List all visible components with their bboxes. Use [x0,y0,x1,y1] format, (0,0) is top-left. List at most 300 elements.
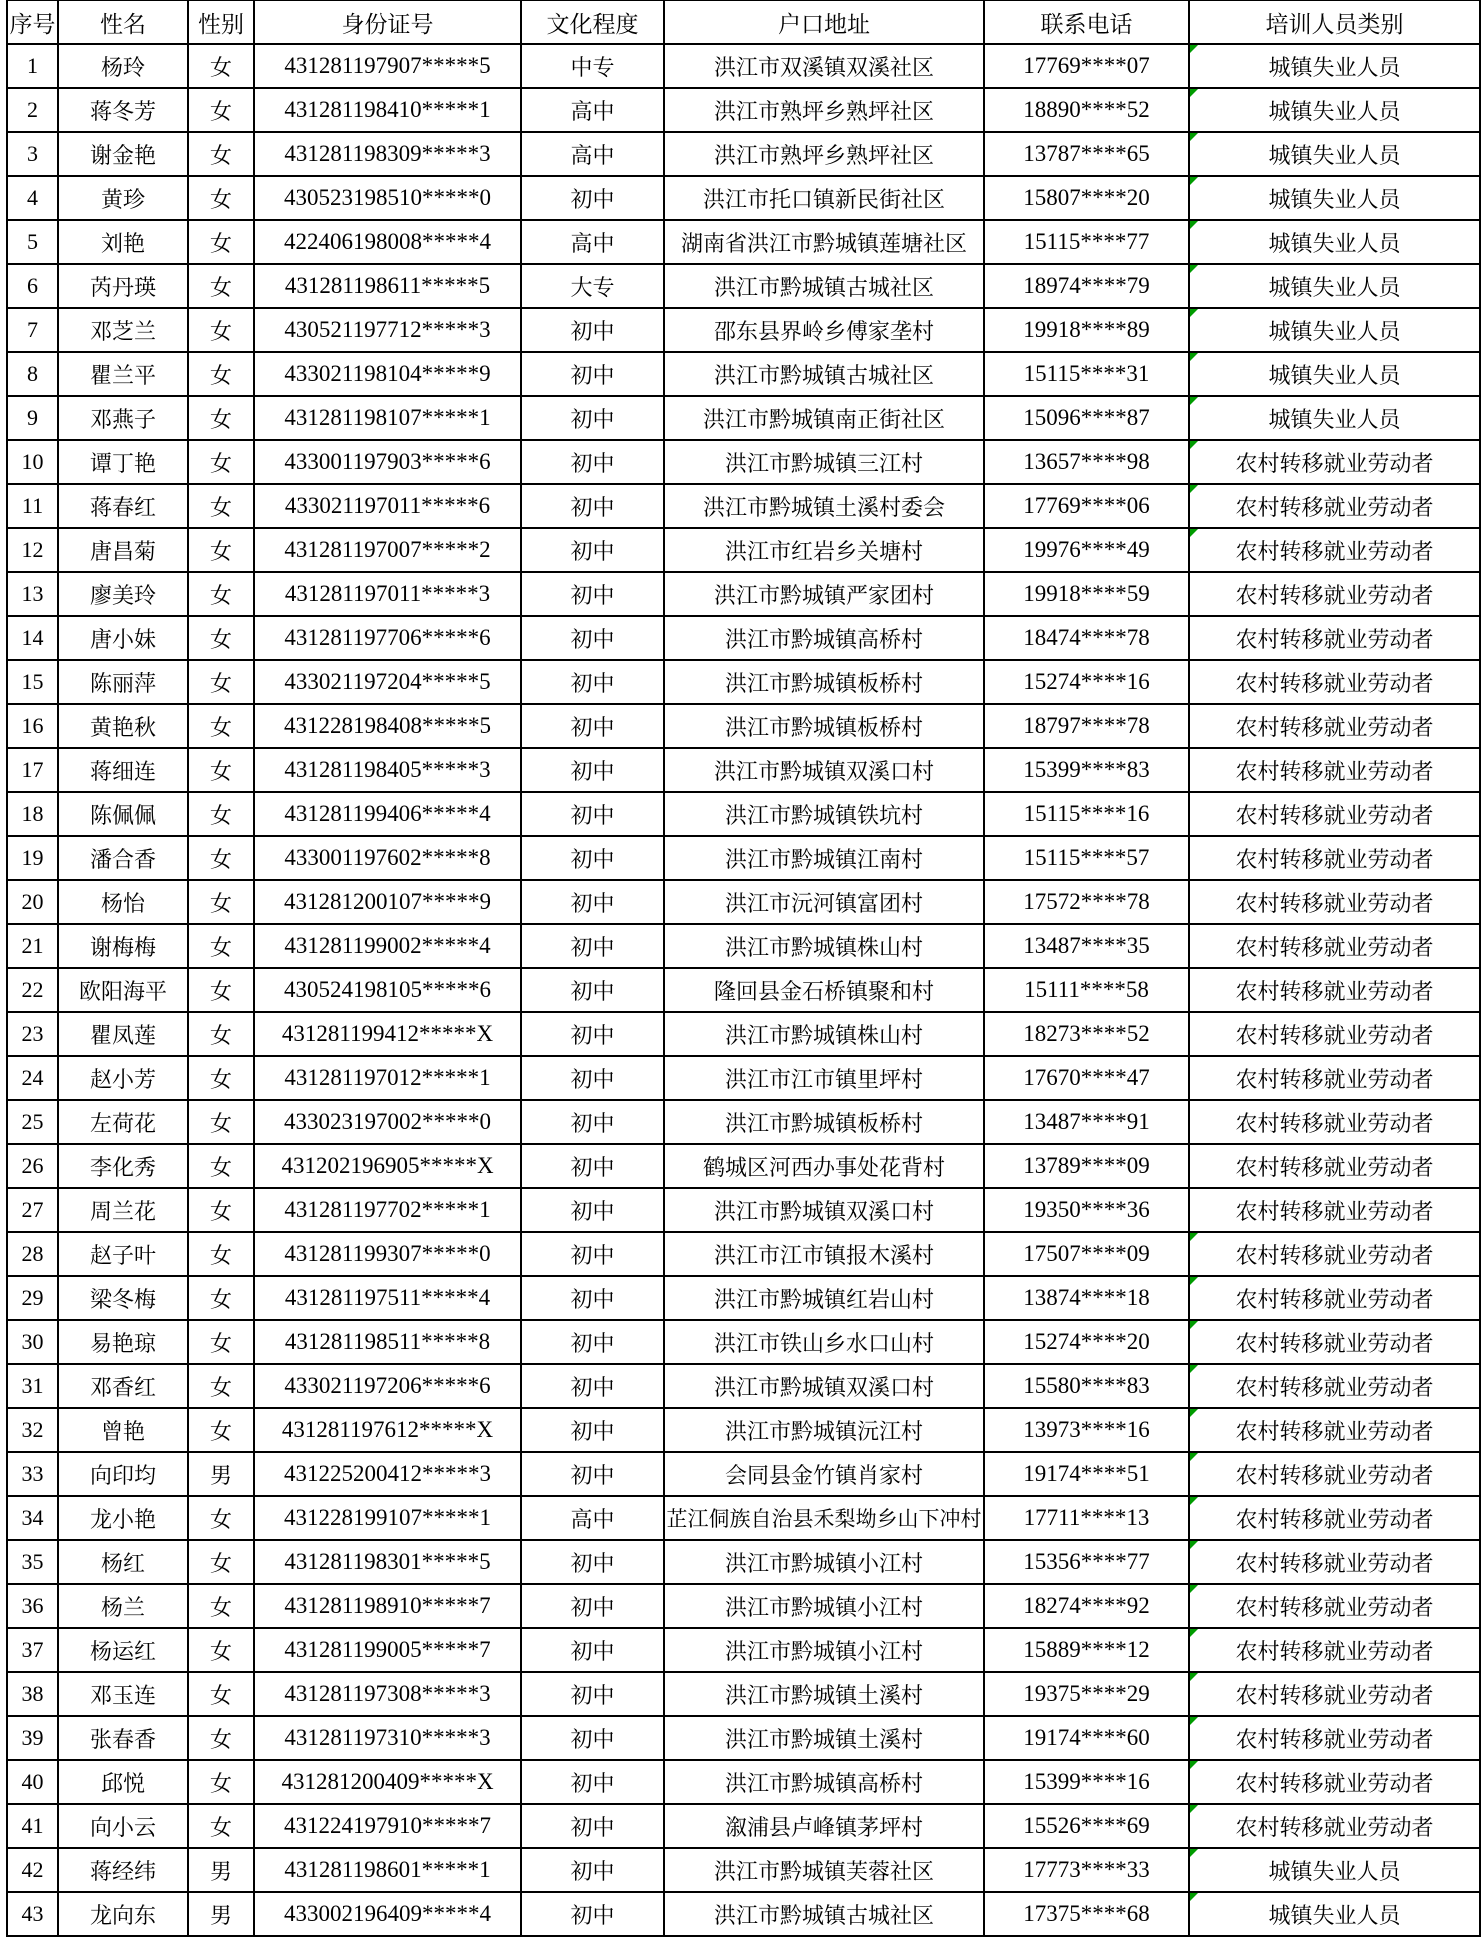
cell-phone[interactable] [984,572,1189,616]
cell-address[interactable] [664,1672,984,1716]
cell-category[interactable] [1189,264,1480,308]
column-header-education[interactable]: 文化程度 [521,0,664,44]
cell-education[interactable] [521,1232,664,1276]
cell-id_number[interactable] [254,1232,521,1276]
cell-no[interactable] [7,1232,58,1276]
cell-category[interactable] [1189,1892,1480,1936]
cell-education[interactable] [521,1804,664,1848]
cell-address[interactable] [664,308,984,352]
cell-phone[interactable] [984,968,1189,1012]
cell-category[interactable] [1189,528,1480,572]
cell-address[interactable] [664,616,984,660]
cell-id_number[interactable] [254,792,521,836]
cell-gender[interactable] [188,836,254,880]
cell-category[interactable] [1189,1716,1480,1760]
cell-phone[interactable] [984,1276,1189,1320]
cell-education[interactable] [521,308,664,352]
cell-no[interactable] [7,440,58,484]
cell-phone[interactable] [984,308,1189,352]
cell-gender[interactable] [188,220,254,264]
cell-category[interactable] [1189,1628,1480,1672]
cell-category[interactable] [1189,572,1480,616]
cell-gender[interactable] [188,1716,254,1760]
cell-id_number[interactable] [254,1012,521,1056]
cell-name[interactable] [58,484,188,528]
cell-gender[interactable] [188,1408,254,1452]
cell-category[interactable] [1189,968,1480,1012]
cell-no[interactable] [7,1540,58,1584]
cell-id_number[interactable] [254,1056,521,1100]
cell-name[interactable] [58,308,188,352]
cell-education[interactable] [521,132,664,176]
cell-address[interactable] [664,44,984,88]
cell-phone[interactable] [984,1188,1189,1232]
cell-address[interactable] [664,1144,984,1188]
cell-category[interactable] [1189,1012,1480,1056]
cell-address[interactable] [664,1716,984,1760]
cell-gender[interactable] [188,1760,254,1804]
cell-education[interactable] [521,1276,664,1320]
cell-id_number[interactable] [254,1452,521,1496]
cell-no[interactable] [7,704,58,748]
cell-gender[interactable] [188,1540,254,1584]
cell-gender[interactable] [188,880,254,924]
cell-no[interactable] [7,264,58,308]
cell-phone[interactable] [984,264,1189,308]
cell-gender[interactable] [188,264,254,308]
cell-gender[interactable] [188,44,254,88]
cell-category[interactable] [1189,616,1480,660]
cell-address[interactable] [664,924,984,968]
cell-address[interactable] [664,1540,984,1584]
cell-no[interactable] [7,792,58,836]
cell-name[interactable] [58,1804,188,1848]
cell-phone[interactable] [984,660,1189,704]
cell-name[interactable] [58,924,188,968]
cell-name[interactable] [58,616,188,660]
cell-no[interactable] [7,616,58,660]
cell-name[interactable] [58,176,188,220]
cell-address[interactable] [664,176,984,220]
cell-no[interactable] [7,572,58,616]
cell-education[interactable] [521,440,664,484]
cell-education[interactable] [521,1848,664,1892]
cell-education[interactable] [521,1056,664,1100]
cell-education[interactable] [521,1892,664,1936]
cell-address[interactable] [664,1892,984,1936]
cell-category[interactable] [1189,1408,1480,1452]
cell-name[interactable] [58,968,188,1012]
cell-name[interactable] [58,1628,188,1672]
cell-category[interactable] [1189,1584,1480,1628]
cell-address[interactable] [664,440,984,484]
cell-category[interactable] [1189,1672,1480,1716]
cell-phone[interactable] [984,88,1189,132]
cell-category[interactable] [1189,704,1480,748]
cell-name[interactable] [58,396,188,440]
cell-address[interactable] [664,1276,984,1320]
cell-category[interactable] [1189,1232,1480,1276]
cell-gender[interactable] [188,1584,254,1628]
cell-phone[interactable] [984,1452,1189,1496]
cell-address[interactable] [664,572,984,616]
cell-no[interactable] [7,1760,58,1804]
cell-name[interactable] [58,836,188,880]
cell-address[interactable] [664,792,984,836]
cell-phone[interactable] [984,1232,1189,1276]
cell-category[interactable] [1189,924,1480,968]
cell-no[interactable] [7,88,58,132]
cell-id_number[interactable] [254,176,521,220]
cell-id_number[interactable] [254,968,521,1012]
cell-education[interactable] [521,1452,664,1496]
cell-name[interactable] [58,1584,188,1628]
cell-category[interactable] [1189,1144,1480,1188]
cell-education[interactable] [521,528,664,572]
cell-id_number[interactable] [254,660,521,704]
cell-address[interactable] [664,1188,984,1232]
cell-phone[interactable] [984,1144,1189,1188]
cell-no[interactable] [7,1672,58,1716]
cell-no[interactable] [7,308,58,352]
cell-id_number[interactable] [254,308,521,352]
cell-gender[interactable] [188,440,254,484]
cell-phone[interactable] [984,704,1189,748]
cell-id_number[interactable] [254,1716,521,1760]
cell-name[interactable] [58,572,188,616]
cell-address[interactable] [664,1320,984,1364]
cell-name[interactable] [58,1452,188,1496]
cell-category[interactable] [1189,836,1480,880]
cell-phone[interactable] [984,748,1189,792]
cell-education[interactable] [521,176,664,220]
cell-name[interactable] [58,132,188,176]
cell-name[interactable] [58,1672,188,1716]
cell-no[interactable] [7,220,58,264]
cell-gender[interactable] [188,1892,254,1936]
cell-id_number[interactable] [254,1848,521,1892]
cell-phone[interactable] [984,924,1189,968]
cell-id_number[interactable] [254,264,521,308]
cell-address[interactable] [664,264,984,308]
cell-no[interactable] [7,1716,58,1760]
cell-address[interactable] [664,1760,984,1804]
cell-gender[interactable] [188,1496,254,1540]
cell-address[interactable] [664,660,984,704]
cell-address[interactable] [664,1452,984,1496]
cell-id_number[interactable] [254,1188,521,1232]
cell-phone[interactable] [984,1540,1189,1584]
cell-gender[interactable] [188,1276,254,1320]
cell-address[interactable] [664,880,984,924]
cell-no[interactable] [7,1452,58,1496]
cell-phone[interactable] [984,220,1189,264]
cell-education[interactable] [521,220,664,264]
cell-id_number[interactable] [254,220,521,264]
cell-address[interactable] [664,1804,984,1848]
cell-id_number[interactable] [254,880,521,924]
column-header-no[interactable]: 序号 [7,0,58,44]
cell-category[interactable] [1189,748,1480,792]
cell-education[interactable] [521,924,664,968]
cell-address[interactable] [664,1232,984,1276]
cell-education[interactable] [521,484,664,528]
cell-category[interactable] [1189,396,1480,440]
cell-id_number[interactable] [254,1540,521,1584]
cell-category[interactable] [1189,1804,1480,1848]
cell-address[interactable] [664,88,984,132]
cell-name[interactable] [58,792,188,836]
cell-gender[interactable] [188,1320,254,1364]
cell-category[interactable] [1189,880,1480,924]
cell-name[interactable] [58,88,188,132]
cell-education[interactable] [521,1672,664,1716]
cell-education[interactable] [521,660,664,704]
cell-phone[interactable] [984,132,1189,176]
cell-no[interactable] [7,880,58,924]
cell-phone[interactable] [984,792,1189,836]
cell-education[interactable] [521,1760,664,1804]
cell-address[interactable] [664,1408,984,1452]
cell-education[interactable] [521,1408,664,1452]
cell-address[interactable] [664,132,984,176]
cell-education[interactable] [521,1188,664,1232]
cell-id_number[interactable] [254,1496,521,1540]
cell-address[interactable] [664,1848,984,1892]
cell-education[interactable] [521,1496,664,1540]
cell-id_number[interactable] [254,1760,521,1804]
cell-phone[interactable] [984,352,1189,396]
cell-gender[interactable] [188,616,254,660]
cell-name[interactable] [58,1408,188,1452]
cell-phone[interactable] [984,1496,1189,1540]
cell-education[interactable] [521,616,664,660]
cell-address[interactable] [664,1012,984,1056]
cell-address[interactable] [664,1628,984,1672]
cell-gender[interactable] [188,1452,254,1496]
cell-gender[interactable] [188,748,254,792]
cell-education[interactable] [521,1100,664,1144]
cell-gender[interactable] [188,176,254,220]
cell-address[interactable] [664,704,984,748]
cell-address[interactable] [664,220,984,264]
cell-phone[interactable] [984,1364,1189,1408]
cell-no[interactable] [7,1056,58,1100]
cell-education[interactable] [521,1144,664,1188]
cell-phone[interactable] [984,616,1189,660]
cell-gender[interactable] [188,1100,254,1144]
column-header-phone[interactable]: 联系电话 [984,0,1189,44]
cell-phone[interactable] [984,440,1189,484]
cell-gender[interactable] [188,132,254,176]
column-header-gender[interactable]: 性别 [188,0,254,44]
cell-gender[interactable] [188,1012,254,1056]
cell-education[interactable] [521,748,664,792]
cell-address[interactable] [664,1364,984,1408]
cell-name[interactable] [58,704,188,748]
cell-education[interactable] [521,572,664,616]
cell-category[interactable] [1189,1364,1480,1408]
cell-id_number[interactable] [254,440,521,484]
cell-category[interactable] [1189,308,1480,352]
cell-address[interactable] [664,1056,984,1100]
cell-no[interactable] [7,1320,58,1364]
cell-address[interactable] [664,352,984,396]
cell-category[interactable] [1189,1760,1480,1804]
cell-no[interactable] [7,1848,58,1892]
cell-gender[interactable] [188,968,254,1012]
cell-gender[interactable] [188,1628,254,1672]
cell-id_number[interactable] [254,572,521,616]
cell-id_number[interactable] [254,528,521,572]
cell-category[interactable] [1189,1320,1480,1364]
cell-id_number[interactable] [254,704,521,748]
cell-education[interactable] [521,396,664,440]
cell-id_number[interactable] [254,836,521,880]
cell-category[interactable] [1189,660,1480,704]
cell-no[interactable] [7,1276,58,1320]
cell-no[interactable] [7,1496,58,1540]
cell-gender[interactable] [188,1232,254,1276]
cell-name[interactable] [58,44,188,88]
cell-address[interactable] [664,528,984,572]
cell-phone[interactable] [984,1892,1189,1936]
cell-id_number[interactable] [254,1892,521,1936]
cell-gender[interactable] [188,792,254,836]
cell-address[interactable] [664,748,984,792]
cell-phone[interactable] [984,1100,1189,1144]
cell-name[interactable] [58,1892,188,1936]
cell-phone[interactable] [984,1012,1189,1056]
cell-phone[interactable] [984,1716,1189,1760]
cell-phone[interactable] [984,880,1189,924]
cell-no[interactable] [7,1408,58,1452]
cell-id_number[interactable] [254,132,521,176]
cell-id_number[interactable] [254,1408,521,1452]
cell-phone[interactable] [984,1408,1189,1452]
cell-gender[interactable] [188,572,254,616]
cell-no[interactable] [7,1144,58,1188]
cell-category[interactable] [1189,792,1480,836]
cell-address[interactable] [664,1496,984,1540]
cell-name[interactable] [58,1232,188,1276]
column-header-address[interactable]: 户口地址 [664,0,984,44]
cell-address[interactable] [664,484,984,528]
cell-no[interactable] [7,1584,58,1628]
cell-name[interactable] [58,1056,188,1100]
cell-id_number[interactable] [254,1628,521,1672]
cell-phone[interactable] [984,1628,1189,1672]
cell-phone[interactable] [984,484,1189,528]
cell-gender[interactable] [188,1848,254,1892]
cell-address[interactable] [664,1100,984,1144]
cell-id_number[interactable] [254,1584,521,1628]
cell-education[interactable] [521,968,664,1012]
cell-education[interactable] [521,1540,664,1584]
cell-phone[interactable] [984,1672,1189,1716]
cell-name[interactable] [58,1012,188,1056]
cell-education[interactable] [521,1012,664,1056]
cell-name[interactable] [58,264,188,308]
cell-name[interactable] [58,660,188,704]
cell-education[interactable] [521,88,664,132]
cell-no[interactable] [7,396,58,440]
cell-id_number[interactable] [254,1276,521,1320]
cell-no[interactable] [7,176,58,220]
cell-name[interactable] [58,1364,188,1408]
cell-no[interactable] [7,1100,58,1144]
cell-category[interactable] [1189,88,1480,132]
cell-no[interactable] [7,968,58,1012]
cell-no[interactable] [7,1804,58,1848]
cell-education[interactable] [521,1364,664,1408]
cell-id_number[interactable] [254,616,521,660]
cell-gender[interactable] [188,704,254,748]
cell-gender[interactable] [188,924,254,968]
cell-address[interactable] [664,968,984,1012]
cell-id_number[interactable] [254,1144,521,1188]
cell-name[interactable] [58,748,188,792]
cell-education[interactable] [521,1716,664,1760]
cell-category[interactable] [1189,1056,1480,1100]
cell-name[interactable] [58,1276,188,1320]
cell-category[interactable] [1189,44,1480,88]
cell-education[interactable] [521,792,664,836]
column-header-id_number[interactable]: 身份证号 [254,0,521,44]
cell-category[interactable] [1189,220,1480,264]
cell-education[interactable] [521,880,664,924]
cell-gender[interactable] [188,396,254,440]
cell-gender[interactable] [188,1056,254,1100]
cell-name[interactable] [58,1716,188,1760]
cell-phone[interactable] [984,1848,1189,1892]
cell-name[interactable] [58,1848,188,1892]
cell-id_number[interactable] [254,88,521,132]
cell-no[interactable] [7,748,58,792]
cell-name[interactable] [58,528,188,572]
cell-phone[interactable] [984,1584,1189,1628]
cell-name[interactable] [58,1540,188,1584]
cell-address[interactable] [664,396,984,440]
cell-id_number[interactable] [254,924,521,968]
cell-id_number[interactable] [254,1364,521,1408]
cell-phone[interactable] [984,1320,1189,1364]
cell-name[interactable] [58,880,188,924]
cell-no[interactable] [7,1012,58,1056]
cell-category[interactable] [1189,1848,1480,1892]
cell-name[interactable] [58,352,188,396]
cell-id_number[interactable] [254,484,521,528]
cell-id_number[interactable] [254,1320,521,1364]
cell-name[interactable] [58,1100,188,1144]
cell-gender[interactable] [188,528,254,572]
cell-phone[interactable] [984,836,1189,880]
cell-category[interactable] [1189,440,1480,484]
column-header-category[interactable]: 培训人员类别 [1189,0,1480,44]
cell-address[interactable] [664,1584,984,1628]
cell-phone[interactable] [984,528,1189,572]
cell-no[interactable] [7,132,58,176]
cell-category[interactable] [1189,176,1480,220]
cell-name[interactable] [58,220,188,264]
cell-phone[interactable] [984,176,1189,220]
cell-gender[interactable] [188,352,254,396]
cell-name[interactable] [58,1188,188,1232]
cell-education[interactable] [521,1584,664,1628]
cell-no[interactable] [7,1188,58,1232]
cell-name[interactable] [58,1144,188,1188]
cell-education[interactable] [521,836,664,880]
